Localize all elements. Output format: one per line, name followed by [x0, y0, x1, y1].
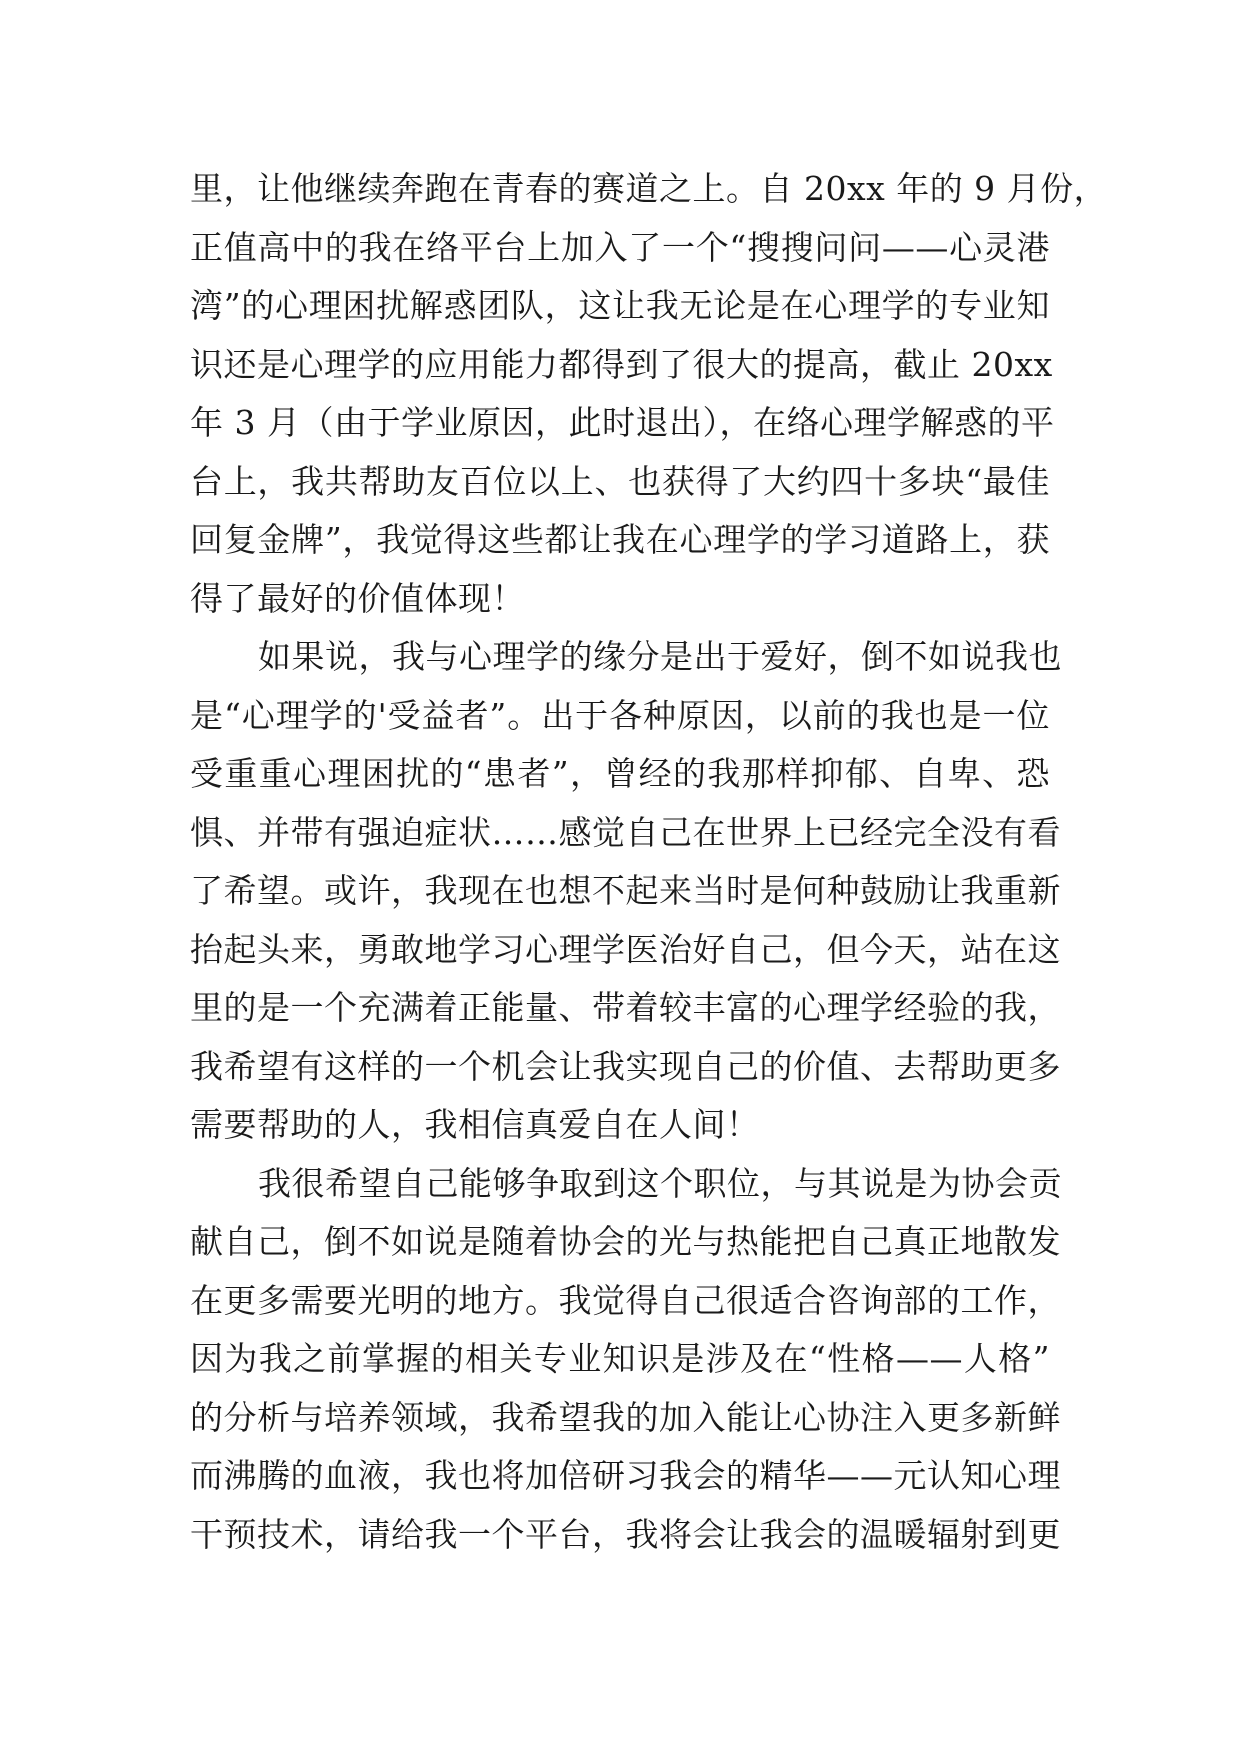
text-line: 了希望。或许，我现在也想不起来当时是何种鼓励让我重新 — [190, 871, 1061, 910]
body-text — [190, 160, 1108, 1564]
text-line: 里，让他继续奔跑在青春的赛道之上。自 20xx 年的 9 月份， — [190, 169, 1108, 208]
text-line: 因为我之前掌握的相关专业知识是涉及在“性格——人格” — [190, 1339, 1050, 1378]
text-line: 的分析与培养领域，我希望我的加入能让心协注入更多新鲜 — [190, 1397, 1061, 1437]
text-line: 受重重心理困扰的“患者”，曾经的我那样抑郁、自卑、恐 — [190, 754, 1050, 793]
text-line: 得了最好的价值体现！ — [190, 578, 525, 618]
text-line: 干预技术，请给我一个平台，我将会让我会的温暖辐射到更 — [190, 1514, 1061, 1554]
text-line: 正值高中的我在络平台上加入了一个“搜搜问问——心灵港 — [190, 227, 1050, 267]
text-line: 里的是一个充满着正能量、带着较丰富的心理学经验的我， — [190, 988, 1061, 1027]
text-line: 回复金牌”，我觉得这些都让我在心理学的学习道路上，获 — [190, 520, 1050, 559]
text-line: 需要帮助的人，我相信真爱自在人间！ — [190, 1105, 760, 1144]
text-line: 湾”的心理困扰解惑团队，这让我无论是在心理学的专业知 — [190, 286, 1050, 325]
text-line: 年 3 月（由于学业原因，此时退出），在络心理学解惑的平 — [190, 403, 1055, 442]
text-line: 我希望有这样的一个机会让我实现自己的价值、去帮助更多 — [190, 1046, 1061, 1086]
paragraph-start-line: 我很希望自己能够争取到这个职位，与其说是为协会贡 — [258, 1163, 1062, 1203]
text-line: 献自己，倒不如说是随着协会的光与热能把自己真正地散发 — [190, 1222, 1061, 1261]
text-line: 是“心理学的'受益者”。出于各种原因，以前的我也是一位 — [190, 695, 1050, 735]
text-line: 识还是心理学的应用能力都得到了很大的提高，截止 20xx — [190, 344, 1053, 384]
text-line: 而沸腾的血液，我也将加倍研习我会的精华——元认知心理 — [190, 1456, 1061, 1495]
text-line: 惧、并带有强迫症状……感觉自己在世界上已经完全没有看 — [190, 812, 1061, 852]
text-line: 抬起头来，勇敢地学习心理学医治好自己，但今天，站在这 — [190, 929, 1061, 969]
text-line: 台上，我共帮助友百位以上、也获得了大约四十多块“最佳 — [190, 461, 1050, 501]
paragraph-start-line: 如果说，我与心理学的缘分是出于爱好，倒不如说我也 — [258, 637, 1062, 676]
text-line: 在更多需要光明的地方。我觉得自己很适合咨询部的工作， — [190, 1280, 1061, 1320]
